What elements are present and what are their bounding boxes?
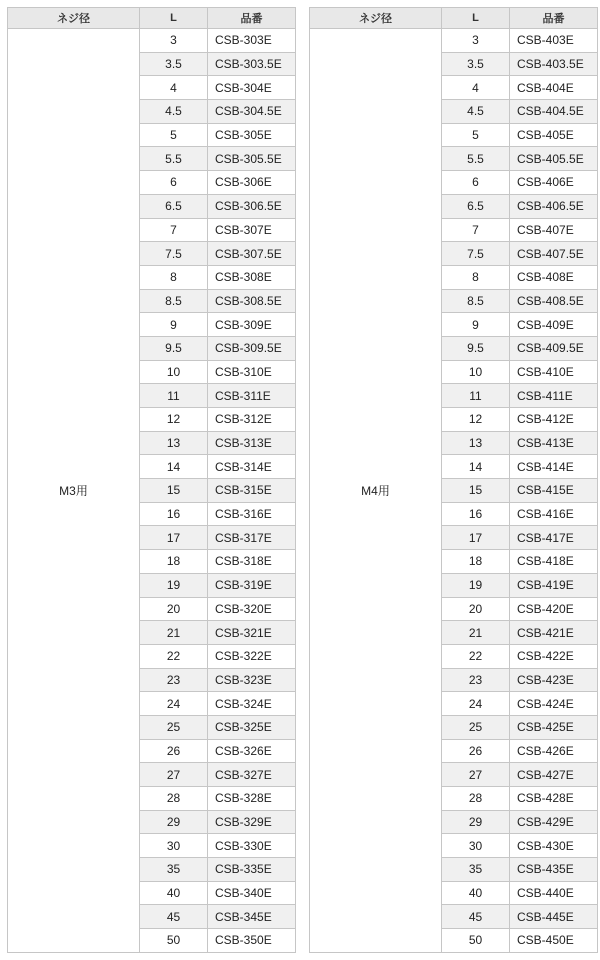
- length-cell: 13: [442, 431, 510, 455]
- length-cell: 50: [442, 929, 510, 953]
- length-cell: 6: [140, 171, 208, 195]
- length-cell: 15: [140, 479, 208, 503]
- length-cell: 20: [442, 597, 510, 621]
- length-cell: 28: [442, 787, 510, 811]
- part-number-cell: CSB-430E: [510, 834, 598, 858]
- part-number-cell: CSB-314E: [208, 455, 296, 479]
- part-number-cell: CSB-317E: [208, 526, 296, 550]
- header-length: L: [140, 8, 208, 29]
- part-number-cell: CSB-428E: [510, 787, 598, 811]
- length-cell: 13: [140, 431, 208, 455]
- length-cell: 27: [140, 763, 208, 787]
- m4-spec-table: [309, 7, 598, 953]
- length-cell: 9.5: [140, 336, 208, 360]
- length-cell: 10: [140, 360, 208, 384]
- length-cell: 23: [140, 668, 208, 692]
- part-number-cell: CSB-407E: [510, 218, 598, 242]
- length-cell: 21: [140, 621, 208, 645]
- part-number-cell: CSB-320E: [208, 597, 296, 621]
- part-number-cell: CSB-417E: [510, 526, 598, 550]
- part-number-cell: CSB-415E: [510, 479, 598, 503]
- part-number-cell: CSB-450E: [510, 929, 598, 953]
- part-number-cell: CSB-426E: [510, 739, 598, 763]
- length-cell: 28: [140, 787, 208, 811]
- length-cell: 6.5: [140, 194, 208, 218]
- part-number-cell: CSB-324E: [208, 692, 296, 716]
- length-cell: 24: [442, 692, 510, 716]
- part-number-cell: CSB-312E: [208, 408, 296, 432]
- length-cell: 7: [442, 218, 510, 242]
- part-number-cell: CSB-411E: [510, 384, 598, 408]
- length-cell: 21: [442, 621, 510, 645]
- part-number-cell: CSB-445E: [510, 905, 598, 929]
- part-number-cell: CSB-422E: [510, 644, 598, 668]
- length-cell: 3: [442, 29, 510, 53]
- part-number-cell: CSB-318E: [208, 550, 296, 574]
- length-cell: 9: [442, 313, 510, 337]
- length-cell: 45: [140, 905, 208, 929]
- length-cell: 19: [442, 573, 510, 597]
- length-cell: 18: [442, 550, 510, 574]
- part-number-cell: CSB-328E: [208, 787, 296, 811]
- part-number-cell: CSB-405E: [510, 123, 598, 147]
- m3-spec-table: [7, 7, 296, 953]
- length-cell: 27: [442, 763, 510, 787]
- part-number-cell: CSB-306.5E: [208, 194, 296, 218]
- part-number-cell: CSB-409.5E: [510, 336, 598, 360]
- length-cell: 5.5: [140, 147, 208, 171]
- part-number-cell: CSB-313E: [208, 431, 296, 455]
- length-cell: 8.5: [442, 289, 510, 313]
- part-number-cell: CSB-308.5E: [208, 289, 296, 313]
- length-cell: 3.5: [140, 52, 208, 76]
- table-row: [8, 29, 296, 53]
- part-number-cell: CSB-418E: [510, 550, 598, 574]
- part-number-cell: CSB-321E: [208, 621, 296, 645]
- length-cell: 3: [140, 29, 208, 53]
- part-number-cell: CSB-329E: [208, 810, 296, 834]
- length-cell: 5: [442, 123, 510, 147]
- part-number-cell: CSB-416E: [510, 502, 598, 526]
- part-number-cell: CSB-305E: [208, 123, 296, 147]
- part-number-cell: CSB-414E: [510, 455, 598, 479]
- part-number-cell: CSB-403.5E: [510, 52, 598, 76]
- length-cell: 4.5: [140, 100, 208, 124]
- part-number-cell: CSB-404.5E: [510, 100, 598, 124]
- length-cell: 5.5: [442, 147, 510, 171]
- length-cell: 29: [140, 810, 208, 834]
- header-part-number: 品番: [208, 8, 296, 29]
- length-cell: 22: [140, 644, 208, 668]
- part-number-cell: CSB-303.5E: [208, 52, 296, 76]
- part-number-cell: CSB-307.5E: [208, 242, 296, 266]
- length-cell: 26: [442, 739, 510, 763]
- part-number-cell: CSB-425E: [510, 715, 598, 739]
- length-cell: 14: [140, 455, 208, 479]
- part-number-cell: CSB-424E: [510, 692, 598, 716]
- length-cell: 17: [442, 526, 510, 550]
- part-number-cell: CSB-440E: [510, 881, 598, 905]
- part-number-cell: CSB-350E: [208, 929, 296, 953]
- length-cell: 40: [442, 881, 510, 905]
- part-number-cell: CSB-310E: [208, 360, 296, 384]
- length-cell: 22: [442, 644, 510, 668]
- header-row: [8, 8, 296, 29]
- part-number-cell: CSB-307E: [208, 218, 296, 242]
- part-number-cell: CSB-316E: [208, 502, 296, 526]
- length-cell: 8: [140, 265, 208, 289]
- length-cell: 23: [442, 668, 510, 692]
- part-number-cell: CSB-305.5E: [208, 147, 296, 171]
- length-cell: 26: [140, 739, 208, 763]
- length-cell: 50: [140, 929, 208, 953]
- length-cell: 24: [140, 692, 208, 716]
- screw-size-cell: M3用: [8, 29, 140, 953]
- part-number-cell: CSB-405.5E: [510, 147, 598, 171]
- length-cell: 5: [140, 123, 208, 147]
- part-number-cell: CSB-340E: [208, 881, 296, 905]
- part-number-cell: CSB-325E: [208, 715, 296, 739]
- length-cell: 7.5: [442, 242, 510, 266]
- length-cell: 9: [140, 313, 208, 337]
- length-cell: 12: [442, 408, 510, 432]
- part-number-cell: CSB-315E: [208, 479, 296, 503]
- part-number-cell: CSB-421E: [510, 621, 598, 645]
- length-cell: 35: [140, 858, 208, 882]
- part-number-cell: CSB-327E: [208, 763, 296, 787]
- length-cell: 29: [442, 810, 510, 834]
- part-number-cell: CSB-423E: [510, 668, 598, 692]
- table-row: [310, 29, 598, 53]
- length-cell: 17: [140, 526, 208, 550]
- length-cell: 19: [140, 573, 208, 597]
- part-number-cell: CSB-404E: [510, 76, 598, 100]
- part-number-cell: CSB-319E: [208, 573, 296, 597]
- part-number-cell: CSB-408.5E: [510, 289, 598, 313]
- part-number-cell: CSB-410E: [510, 360, 598, 384]
- part-number-cell: CSB-303E: [208, 29, 296, 53]
- part-number-cell: CSB-345E: [208, 905, 296, 929]
- length-cell: 30: [140, 834, 208, 858]
- length-cell: 35: [442, 858, 510, 882]
- part-number-cell: CSB-326E: [208, 739, 296, 763]
- length-cell: 4.5: [442, 100, 510, 124]
- length-cell: 8: [442, 265, 510, 289]
- header-part-number: 品番: [510, 8, 598, 29]
- length-cell: 4: [442, 76, 510, 100]
- length-cell: 3.5: [442, 52, 510, 76]
- part-number-cell: CSB-403E: [510, 29, 598, 53]
- part-number-cell: CSB-308E: [208, 265, 296, 289]
- part-number-cell: CSB-335E: [208, 858, 296, 882]
- part-number-cell: CSB-429E: [510, 810, 598, 834]
- part-number-cell: CSB-309E: [208, 313, 296, 337]
- length-cell: 16: [442, 502, 510, 526]
- header-length: L: [442, 8, 510, 29]
- part-number-cell: CSB-304.5E: [208, 100, 296, 124]
- part-number-cell: CSB-419E: [510, 573, 598, 597]
- header-screw-size: ネジ径: [310, 8, 442, 29]
- part-number-cell: CSB-309.5E: [208, 336, 296, 360]
- length-cell: 7.5: [140, 242, 208, 266]
- length-cell: 20: [140, 597, 208, 621]
- part-number-cell: CSB-406.5E: [510, 194, 598, 218]
- length-cell: 45: [442, 905, 510, 929]
- length-cell: 11: [442, 384, 510, 408]
- length-cell: 7: [140, 218, 208, 242]
- length-cell: 12: [140, 408, 208, 432]
- screw-size-cell: M4用: [310, 29, 442, 953]
- header-screw-size: ネジ径: [8, 8, 140, 29]
- part-number-cell: CSB-406E: [510, 171, 598, 195]
- length-cell: 25: [442, 715, 510, 739]
- part-number-cell: CSB-420E: [510, 597, 598, 621]
- part-number-cell: CSB-427E: [510, 763, 598, 787]
- length-cell: 10: [442, 360, 510, 384]
- length-cell: 40: [140, 881, 208, 905]
- part-number-cell: CSB-413E: [510, 431, 598, 455]
- part-number-cell: CSB-304E: [208, 76, 296, 100]
- part-number-cell: CSB-435E: [510, 858, 598, 882]
- length-cell: 8.5: [140, 289, 208, 313]
- part-number-cell: CSB-322E: [208, 644, 296, 668]
- part-number-cell: CSB-323E: [208, 668, 296, 692]
- part-number-cell: CSB-412E: [510, 408, 598, 432]
- length-cell: 25: [140, 715, 208, 739]
- part-number-cell: CSB-408E: [510, 265, 598, 289]
- length-cell: 11: [140, 384, 208, 408]
- part-number-cell: CSB-407.5E: [510, 242, 598, 266]
- length-cell: 14: [442, 455, 510, 479]
- length-cell: 6: [442, 171, 510, 195]
- length-cell: 30: [442, 834, 510, 858]
- header-row: [310, 8, 598, 29]
- length-cell: 15: [442, 479, 510, 503]
- part-number-cell: CSB-306E: [208, 171, 296, 195]
- length-cell: 9.5: [442, 336, 510, 360]
- part-number-cell: CSB-409E: [510, 313, 598, 337]
- length-cell: 6.5: [442, 194, 510, 218]
- part-number-cell: CSB-311E: [208, 384, 296, 408]
- length-cell: 18: [140, 550, 208, 574]
- length-cell: 4: [140, 76, 208, 100]
- length-cell: 16: [140, 502, 208, 526]
- part-number-cell: CSB-330E: [208, 834, 296, 858]
